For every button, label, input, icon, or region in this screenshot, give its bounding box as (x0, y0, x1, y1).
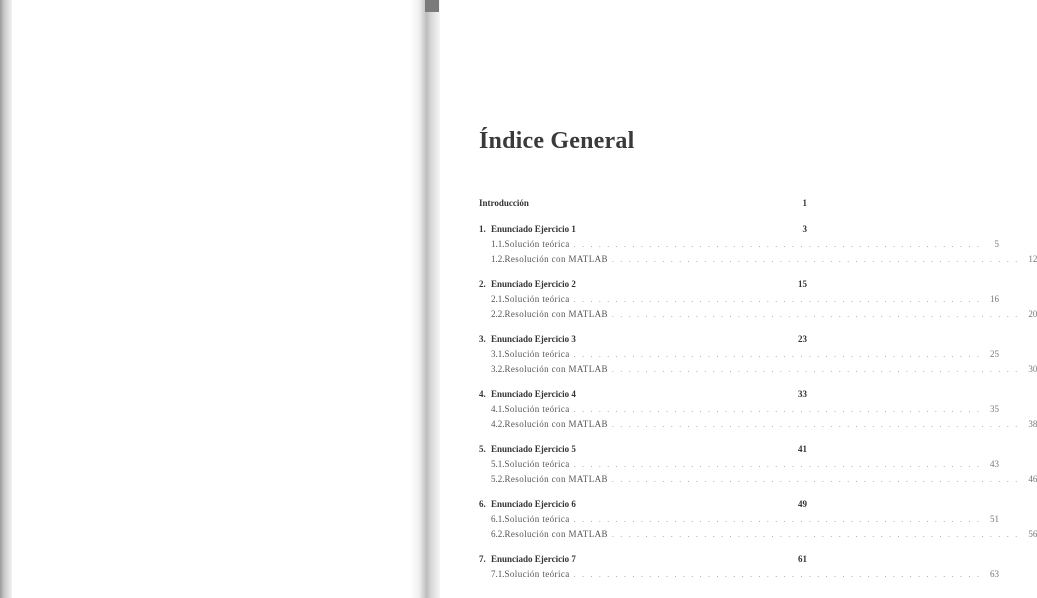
toc-leader: . . . . . . . . . . . . . . . . . . . . . . . . . . . . . . . . . . . . . . . . . . . . . . . . . (611, 420, 1020, 429)
toc-section-number: 5.1. (491, 459, 505, 469)
toc-chapter-label: Enunciado Ejercicio 3 (491, 334, 576, 344)
toc-section-number: 2.2. (491, 309, 505, 319)
toc-section-page: 25 (990, 349, 1000, 359)
toc-leader: . . . . . . . . . . . . . . . . . . . . . . . . . . . . . . . . . . . . . . . . . . . . . . . . . (611, 310, 1020, 319)
toc-section-label: Solución teórica (504, 349, 570, 359)
toc-intro-label: Introducción (479, 198, 529, 208)
toc-section-page: 51 (990, 514, 1000, 524)
page-title: Índice General (479, 128, 635, 154)
toc-section-label: Resolución con MATLAB (504, 474, 608, 484)
toc-section-number: 5.2. (491, 474, 505, 484)
toc-intro-row[interactable] (479, 196, 807, 211)
toc-leader: . . . . . . . . . . . . . . . . . . . . . . . . . . . . . . . . . . . . . . . . . . . . . . . . . (611, 530, 1020, 539)
toc-section-row[interactable] (479, 307, 1037, 322)
toc-section-row[interactable] (479, 567, 1000, 582)
toc-section-label: Resolución con MATLAB (504, 419, 608, 429)
toc-section-row[interactable] (479, 417, 1037, 432)
left-blank-page (0, 0, 424, 598)
toc-section-number: 1.2. (491, 254, 505, 264)
toc-section-page: 56 (1028, 529, 1037, 539)
toc-chapters (479, 222, 1037, 582)
left-page-edge (0, 0, 12, 598)
toc-section-row[interactable] (479, 472, 1037, 487)
toc-chapter-row[interactable] (479, 387, 807, 402)
toc-section-row[interactable] (479, 292, 1000, 307)
toc-chapter-number: 7. (479, 554, 486, 564)
toc-section-page: 30 (1028, 364, 1037, 374)
toc-chapter-row[interactable] (479, 497, 807, 512)
toc-section-label: Solución teórica (504, 294, 570, 304)
toc-chapter-page: 61 (798, 554, 807, 564)
book-spine (410, 0, 440, 598)
toc-section-row[interactable] (479, 512, 1000, 527)
toc-chapter-number: 2. (479, 279, 486, 289)
toc-chapter-label: Enunciado Ejercicio 1 (491, 224, 576, 234)
toc-section-page: 63 (990, 569, 1000, 579)
toc-chapter-number: 5. (479, 444, 486, 454)
toc-section-page: 38 (1028, 419, 1037, 429)
toc-chapter-label: Enunciado Ejercicio 6 (491, 499, 576, 509)
toc-section-label: Resolución con MATLAB (504, 529, 608, 539)
toc-gap (479, 487, 807, 497)
toc-section-label: Solución teórica (504, 459, 570, 469)
toc-section-row[interactable] (479, 347, 1000, 362)
toc-section-label: Solución teórica (504, 404, 570, 414)
toc-chapter-page: 41 (798, 444, 807, 454)
toc-chapter-row[interactable] (479, 332, 807, 347)
toc-section-number: 4.1. (491, 404, 505, 414)
toc-chapter-label: Enunciado Ejercicio 7 (491, 554, 576, 564)
spine-shadow (425, 0, 439, 12)
toc-section-label: Solución teórica (504, 514, 570, 524)
toc-gap (479, 377, 807, 387)
toc-section-number: 2.1. (491, 294, 505, 304)
toc-section-row[interactable] (479, 237, 1000, 252)
table-of-contents (479, 196, 1037, 582)
toc-leader: . . . . . . . . . . . . . . . . . . . . . . . . . . . . . . . . . . . . . . . . . . . . . . . . . (611, 365, 1020, 374)
toc-gap (479, 267, 807, 277)
toc-chapter-label: Enunciado Ejercicio 2 (491, 279, 576, 289)
toc-section-page: 16 (990, 294, 1000, 304)
toc-intro-page: 1 (802, 198, 807, 208)
toc-section-number: 7.1. (491, 569, 505, 579)
toc-section-page: 5 (994, 239, 1000, 249)
toc-section-row[interactable] (479, 252, 1037, 267)
toc-chapter-page: 3 (802, 224, 807, 234)
toc-chapter-number: 3. (479, 334, 486, 344)
toc-section-page: 12 (1028, 254, 1037, 264)
toc-section-number: 4.2. (491, 419, 505, 429)
toc-section-label: Resolución con MATLAB (504, 364, 608, 374)
toc-section-page: 43 (990, 459, 1000, 469)
toc-chapter-row[interactable] (479, 552, 807, 567)
toc-leader: . . . . . . . . . . . . . . . . . . . . . . . . . . . . . . . . . . . . . . . . . . . . . . . . . (573, 350, 982, 359)
toc-gap (479, 322, 807, 332)
toc-section-row[interactable] (479, 457, 1000, 472)
toc-leader: . . . . . . . . . . . . . . . . . . . . . . . . . . . . . . . . . . . . . . . . . . . . . . . . . (573, 240, 982, 249)
toc-chapter-number: 1. (479, 224, 486, 234)
toc-section-row[interactable] (479, 527, 1037, 542)
toc-chapter-row[interactable] (479, 222, 807, 237)
toc-gap (479, 432, 807, 442)
toc-chapter-page: 23 (798, 334, 807, 344)
toc-chapter-page: 49 (798, 499, 807, 509)
toc-section-number: 6.1. (491, 514, 505, 524)
toc-section-page: 46 (1028, 474, 1037, 484)
toc-leader: . . . . . . . . . . . . . . . . . . . . . . . . . . . . . . . . . . . . . . . . . . . . . . . . . (573, 405, 982, 414)
toc-section-page: 35 (990, 404, 1000, 414)
toc-chapter-number: 4. (479, 389, 486, 399)
toc-section-number: 3.2. (491, 364, 505, 374)
toc-section-number: 6.2. (491, 529, 505, 539)
toc-leader: . . . . . . . . . . . . . . . . . . . . . . . . . . . . . . . . . . . . . . . . . . . . . . . . . (573, 515, 982, 524)
toc-section-label: Solución teórica (504, 239, 570, 249)
toc-section-number: 3.1. (491, 349, 505, 359)
toc-gap (479, 542, 807, 552)
toc-chapter-label: Enunciado Ejercicio 5 (491, 444, 576, 454)
toc-section-label: Resolución con MATLAB (504, 309, 608, 319)
toc-chapter-row[interactable] (479, 277, 807, 292)
toc-section-number: 1.1. (491, 239, 505, 249)
toc-section-page: 20 (1028, 309, 1037, 319)
toc-chapter-row[interactable] (479, 442, 807, 457)
toc-leader: . . . . . . . . . . . . . . . . . . . . . . . . . . . . . . . . . . . . . . . . . . . . . . . . . (573, 570, 982, 579)
toc-section-label: Resolución con MATLAB (504, 254, 608, 264)
toc-leader: . . . . . . . . . . . . . . . . . . . . . . . . . . . . . . . . . . . . . . . . . . . . . . . . . (611, 255, 1020, 264)
toc-chapter-number: 6. (479, 499, 486, 509)
toc-leader: . . . . . . . . . . . . . . . . . . . . . . . . . . . . . . . . . . . . . . . . . . . . . . . . . (573, 460, 982, 469)
toc-leader: . . . . . . . . . . . . . . . . . . . . . . . . . . . . . . . . . . . . . . . . . . . . . . . . . (611, 475, 1020, 484)
toc-section-row[interactable] (479, 402, 1000, 417)
toc-section-label: Solución teórica (504, 569, 570, 579)
toc-chapter-page: 15 (798, 279, 807, 289)
toc-leader: . . . . . . . . . . . . . . . . . . . . . . . . . . . . . . . . . . . . . . . . . . . . . . . . . (573, 295, 982, 304)
toc-section-row[interactable] (479, 362, 1037, 377)
toc-chapter-page: 33 (798, 389, 807, 399)
toc-chapter-label: Enunciado Ejercicio 4 (491, 389, 576, 399)
